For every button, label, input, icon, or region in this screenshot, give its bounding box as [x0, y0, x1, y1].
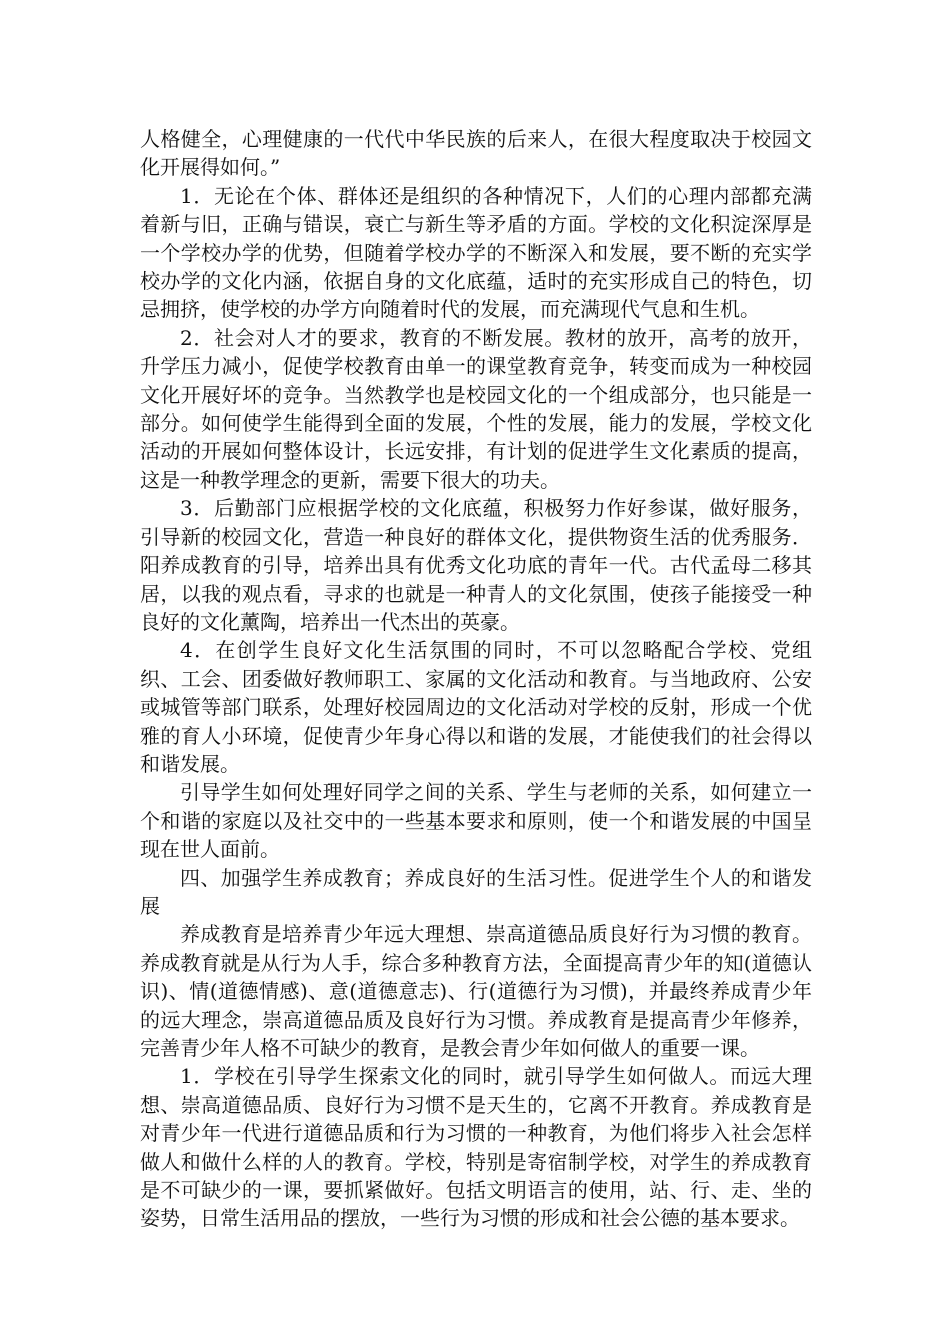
paragraph-2: 1．无论在个体、群体还是组织的各种情况下，人们的心理内部都充满着新与旧，正确与错误，衰亡与新生等矛盾的方面。学校的文化积淀深厚是一个学校办学的优势，但随着学校办学的不断深入和发展，要不断的充实学校办学的文化内涵，依据自身的文化底蕴，适时的充实形成自己的特色，切忌拥挤，使学校的办学方向随着时代的发展，而充满现代气息和生机。	[140, 183, 812, 322]
paragraph-1: 人格健全，心理健康的一代代中华民族的后来人，在很大程度取决于校园文化开展得如何。”	[140, 127, 812, 180]
paragraph-8: 养成教育是培养青少年远大理想、崇高道德品质良好行为习惯的教育。养成教育就是从行为人手，综合多种教育方法，全面提高青少年的知(道德认识)、情(道德情感)、意(道德意志)、行(道德行为习惯)，并最终养成青少年的远大理念，崇高道德品质及良好行为习惯。养成教育是提高青少年修养，完善青少年人格不可缺少的教育，是教会青少年如何做人的重要一课。	[140, 922, 812, 1060]
paragraph-9: 1．学校在引导学生探索文化的同时，就引导学生如何做人。而远大理想、崇高道德品质、良好行为习惯不是天生的，它离不开教育。养成教育是对青少年一代进行道德品质和行为习惯的一种教育，为他们将步入社会怎样做人和做什么样的人的教育。学校，特别是寄宿制学校，对学生的养成教育是不可缺少的一课，要抓紧做好。包括文明语言的使用，站、行、走、坐的姿势，日常生活用品的摆放，一些行为习惯的形成和社会公德的基本要求。	[140, 1064, 812, 1231]
document-body	[140, 125, 812, 1233]
section-heading-4: 四、加强学生养成教育；养成良好的生活习性。促进学生个人的和谐发展	[140, 865, 812, 918]
paragraph-4: 3．后勤部门应根据学校的文化底蕴，积极努力作好参谋，做好服务，引导新的校园文化，营造一种良好的群体文化，提供物资生活的优秀服务．阳养成教育的引导，培养出具有优秀文化功底的青年一代。古代孟母二移其居，以我的观点看，寻求的也就是一种青人的文化氛围，使孩子能接受一种良好的文化薰陶，培养出一代杰出的英豪。	[140, 496, 812, 634]
paragraph-3: 2．社会对人才的要求，教育的不断发展。教材的放开，高考的放开，升学压力减小，促使学校教育由单一的课堂教育竞争，转变而成为一种校园文化开展好坏的竞争。当然教学也是校园文化的一个组成部分，也只能是一部分。如何使学生能得到全面的发展，个性的发展，能力的发展，学校文化活动的开展如何整体设计，长远安排，有计划的促进学生文化素质的提高，这是一种教学理念的更新，需要下很大的功夫。	[140, 325, 812, 492]
paragraph-5: 4．在创学生良好文化生活氛围的同时，不可以忽略配合学校、党组织、工会、团委做好教师职工、家属的文化活动和教育。与当地政府、公安或城管等部门联系，处理好校园周边的文化活动对学校的反射，形成一个优雅的育人小环境，促使青少年身心得以和谐的发展，才能使我们的社会得以和谐发展。	[140, 638, 812, 776]
paragraph-6: 引导学生如何处理好同学之间的关系、学生与老师的关系，如何建立一个和谐的家庭以及社交中的一些基本要求和原则，使一个和谐发展的中国呈现在世人面前。	[140, 780, 812, 862]
